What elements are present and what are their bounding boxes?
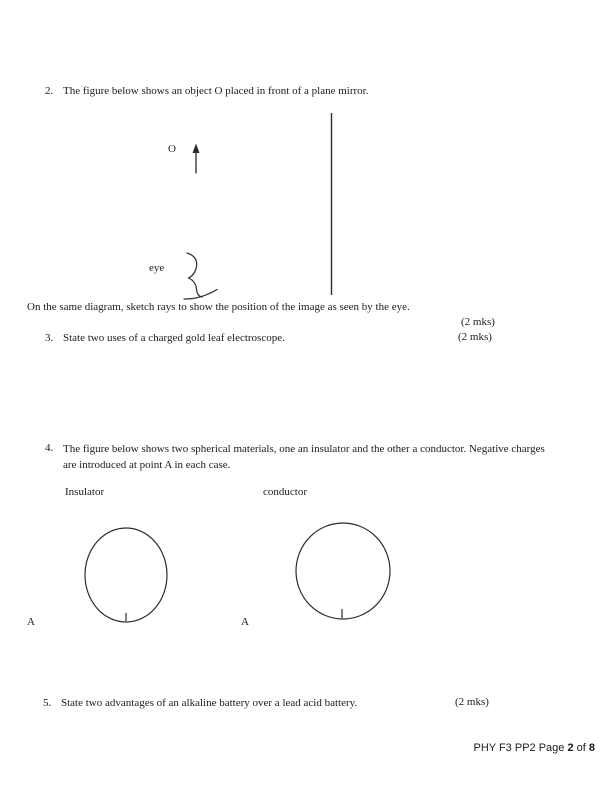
insulator-label: Insulator bbox=[65, 486, 105, 498]
question-3-text: State two uses of a charged gold leaf electroscope. bbox=[63, 332, 285, 344]
question-4-text-line2: are introduced at point A in each case. bbox=[63, 459, 231, 471]
insulator-point-a-label: A bbox=[27, 616, 35, 628]
mirror-figure bbox=[140, 105, 350, 301]
footer-total-pages: 8 bbox=[588, 742, 595, 754]
question-5-text: State two advantages of an alkaline battery over a lead acid battery. bbox=[61, 697, 358, 709]
question-5 bbox=[43, 696, 463, 710]
question-3 bbox=[45, 331, 465, 345]
conductor-point-a-label: A bbox=[241, 616, 249, 628]
footer-page-number: 2 bbox=[567, 742, 574, 754]
eye-sketch-lid bbox=[187, 253, 202, 297]
question-5-number: 5. bbox=[43, 697, 52, 709]
conductor-circle bbox=[296, 523, 390, 619]
question-2-marks: (2 mks) bbox=[461, 316, 495, 328]
question-4 bbox=[45, 441, 605, 473]
footer-of-text: of bbox=[573, 742, 589, 754]
object-arrow-head bbox=[193, 144, 200, 154]
question-5-marks: (2 mks) bbox=[455, 696, 489, 708]
question-3-marks: (2 mks) bbox=[458, 331, 492, 343]
question-2-text: The figure below shows an object O placed in front of a plane mirror. bbox=[63, 85, 369, 97]
question-2 bbox=[45, 84, 585, 98]
insulator-circle bbox=[85, 528, 167, 622]
eye-label: eye bbox=[149, 262, 165, 274]
spheres-figure bbox=[20, 512, 400, 642]
question-3-number: 3. bbox=[45, 332, 54, 344]
question-4-text-line1: The figure below shows two spherical materials, one an insulator and the other a conductor. Negative charges bbox=[63, 443, 545, 455]
question-2-followup: On the same diagram, sketch rays to show the position of the image as seen by the eye. bbox=[27, 301, 410, 313]
eye-sketch-lower-curve bbox=[184, 290, 217, 300]
question-4-number: 4. bbox=[45, 442, 54, 454]
footer-doc-label: PHY F3 PP2 Page bbox=[473, 742, 568, 754]
question-4-text bbox=[63, 441, 545, 473]
conductor-label: conductor bbox=[263, 486, 307, 498]
object-o-label: O bbox=[168, 143, 176, 155]
page-footer bbox=[473, 741, 595, 755]
question-2-number: 2. bbox=[45, 85, 54, 97]
